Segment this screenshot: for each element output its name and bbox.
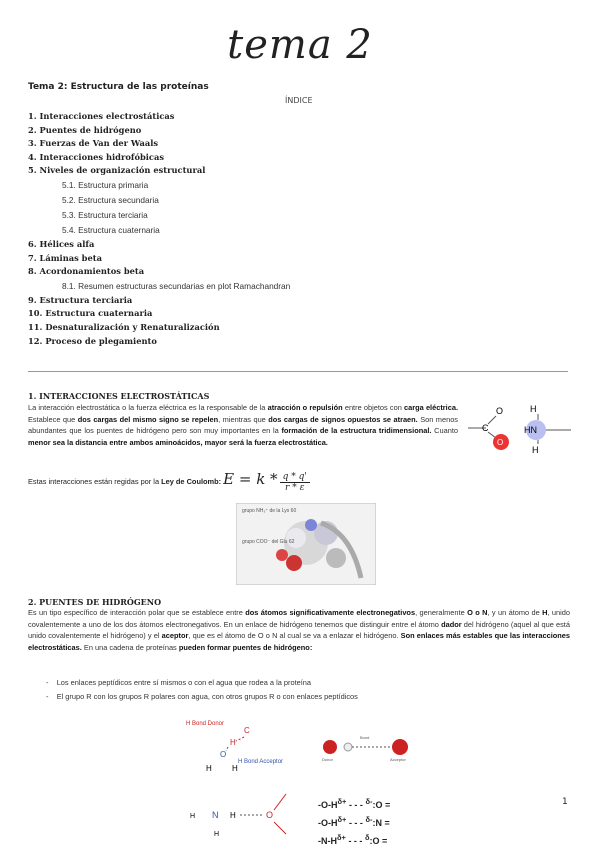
toc-item[interactable]: 12. Proceso de plegamiento [28, 335, 157, 346]
mol-label: H [530, 404, 537, 414]
mol-label: HN [524, 425, 537, 435]
diagram-label: Acceptor [390, 757, 406, 762]
toc-subitem[interactable]: 5.3. Estructura terciaria [62, 209, 148, 220]
svg-text:H: H [230, 811, 236, 820]
coulomb-formula: Estas interacciones están regidas por la Ley de Coulomb: E = k * $\frac{q * q'}{r * \varepsilon}$ [28, 470, 310, 493]
diagram-label: Bond [360, 735, 370, 740]
bullet-item: - Los enlaces peptídicos entre sí mismos o con el agua que rodea a la proteína [46, 678, 312, 687]
bond-formula-line: $-N-H^{\delta+}$ - - - $^\delta$:O = [318, 833, 388, 846]
svg-text:N: N [212, 810, 219, 820]
section1-paragraph: La interacción electrostática o la fuerza eléctrica es la responsable de la atracción o repulsión entre objetos con carga eléctrica. Establece que dos cargas del mismo signo se repelen, mientras que dos cargas de signos opuestos se atraen. Son menos abundantes que los puentes de hidrógeno pero son muy importantes en la formación de la estructura tridimensional. Cuanto menor sea la distancia entre ambos aminoácidos, mayor será la fuerza electrostática. [28, 403, 458, 448]
hbond-structure-diagram [190, 782, 300, 838]
image-label: grupo COO⁻ del Glu 62 [242, 539, 295, 545]
table-of-contents [28, 110, 290, 348]
svg-text:H: H [232, 764, 238, 773]
section1-heading: 1. INTERACCIONES ELECTROSTÁTICAS [28, 391, 210, 401]
toc-item[interactable]: 6. Hélices alfa [28, 238, 95, 249]
page-number: 1 [562, 797, 568, 807]
toc-item[interactable]: 9. Estructura terciaria [28, 294, 133, 305]
svg-text:H: H [206, 764, 212, 773]
toc-item[interactable]: 3. Fuerzas de Van der Waals [28, 138, 159, 149]
toc-item[interactable]: 2. Puentes de hidrógeno [28, 124, 142, 135]
diagram-label: Donor [322, 757, 333, 762]
toc-item[interactable]: 4. Interacciones hidrofóbicas [28, 151, 165, 162]
svg-text:O: O [220, 750, 227, 759]
section2-paragraph: Es un tipo específico de interacción polar que se establece entre dos átomos significativamente electronegativos, generalmente O o N, y un átomo de H, unido covalentemente a uno de los dos átomos electronegativos. En un enlace de hidrógeno tenemos que distinguir entre el átomo dador del hidrógeno (aquel al que está unido covalentemente el hidrógeno) y el aceptor, que es el átomo de O o N al cual se va a enlazar el hidrógeno. Son enlaces más estables que las interacciones electrostáticas. En una cadena de proteínas pueden formar puentes de hidrógeno: [28, 608, 570, 653]
toc-subitem[interactable]: 5.2. Estructura secundaria [62, 194, 159, 205]
bond-formula-line: $-O-H^{\delta+}$ - - - $^{\delta-}$:O = [318, 797, 391, 810]
mol-label: C [482, 423, 489, 433]
electrostatic-molecule-diagram [466, 400, 576, 460]
svg-text:H: H [230, 738, 236, 747]
document-subtitle: Tema 2: Estructura de las proteínas [28, 82, 209, 92]
toc-subitem[interactable]: 8.1. Resumen estructuras secundarias en plot Ramachandran [62, 280, 291, 291]
svg-text:H: H [214, 831, 220, 838]
diagram-label: H Bond Donor [186, 721, 225, 727]
toc-item[interactable]: 1. Interacciones electrostáticas [28, 111, 175, 121]
page-title: tema 2 [227, 22, 373, 68]
toc-item[interactable]: 5. Niveles de organización estructural [28, 165, 206, 176]
image-label: grupo NH₃⁺ de la Lys 60 [242, 508, 297, 514]
protein-interaction-image [236, 503, 376, 585]
svg-text:H: H [190, 813, 196, 820]
toc-subitem[interactable]: 5.1. Estructura primaria [62, 179, 149, 190]
bullet-item: - El grupo R con los grupos R polares con agua, con otros grupos R o con enlaces peptídicos [46, 692, 358, 701]
index-heading: ÍNDICE [285, 96, 313, 105]
toc-item[interactable]: 11. Desnaturalización y Renaturalización [28, 321, 220, 332]
bond-formula-line: $-O-H^{\delta+}$ - - - $^{\delta-}$:N = [318, 815, 390, 828]
toc-item[interactable]: 10. Estructura cuaternaria [28, 308, 153, 319]
mol-label: H [532, 445, 539, 455]
mol-label: O [497, 438, 504, 447]
toc-item[interactable]: 7. Láminas beta [28, 252, 102, 263]
toc-subitem[interactable]: 5.4. Estructura cuaternaria [62, 224, 160, 235]
hbond-donor-acceptor-diagram [186, 715, 286, 775]
divider [28, 371, 568, 372]
svg-text:C: C [244, 726, 250, 735]
diagram-label: H Bond Acceptor [238, 759, 284, 765]
section2-heading: 2. PUENTES DE HIDRÓGENO [28, 597, 162, 607]
hbond-atoms-diagram [318, 725, 418, 765]
toc-item[interactable]: 8. Acordonamientos beta [28, 266, 145, 277]
mol-label: O [496, 406, 504, 416]
svg-text:O: O [266, 810, 274, 820]
